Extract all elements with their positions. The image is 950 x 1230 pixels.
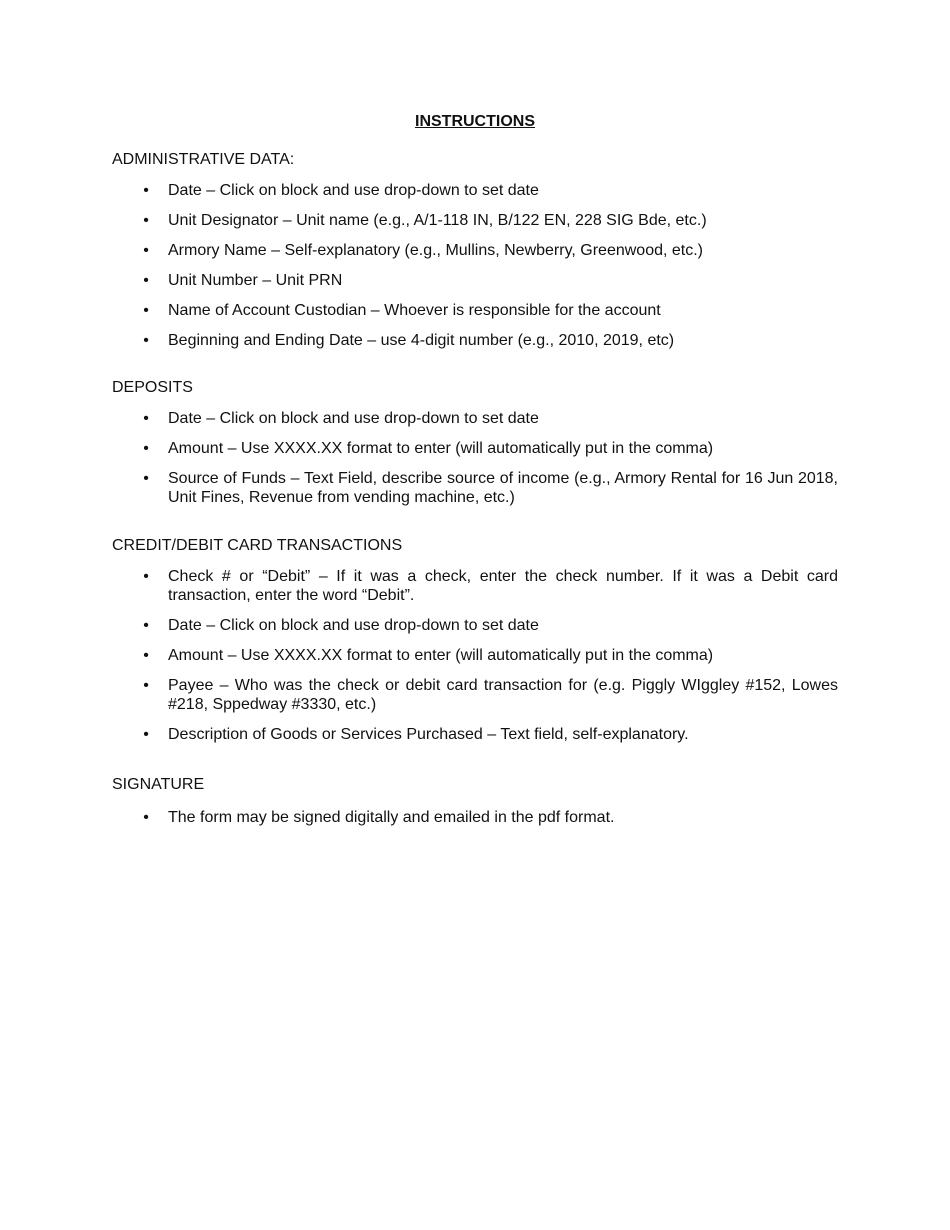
bullet-icon: •: [143, 242, 149, 259]
bullet-icon: •: [143, 809, 149, 826]
section-administrative-data: [112, 150, 838, 361]
list-item-text: Source of Funds – Text Field, describe source of income (e.g., Armory Rental for 16 Jun 2018, Unit Fines, Revenue from vending machine, etc.): [168, 470, 838, 506]
list-item: [112, 616, 838, 635]
list-item: [112, 676, 838, 714]
bullet-icon: •: [143, 212, 149, 229]
bullet-icon: •: [143, 440, 149, 457]
bullet-icon: •: [143, 410, 149, 427]
section-signature: [112, 775, 838, 827]
bullet-icon: •: [143, 568, 149, 585]
bullet-icon: •: [143, 677, 149, 694]
list-item-text: Amount – Use XXXX.XX format to enter (will automatically put in the comma): [168, 440, 714, 457]
list-item-text: Armory Name – Self-explanatory (e.g., Mullins, Newberry, Greenwood, etc.): [168, 242, 704, 259]
bullet-icon: •: [143, 470, 149, 487]
list-item: [112, 469, 838, 507]
list-item: [112, 301, 838, 320]
list-item: [112, 725, 838, 744]
list-item-text: Date – Click on block and use drop-down to set date: [168, 410, 539, 427]
bullet-icon: •: [143, 332, 149, 349]
bullet-icon: •: [143, 302, 149, 319]
list-item-text: The form may be signed digitally and emailed in the pdf format.: [168, 809, 615, 826]
list-item-text: Amount – Use XXXX.XX format to enter (will automatically put in the comma): [168, 647, 714, 664]
list-item: [112, 567, 838, 605]
list-item: [112, 331, 838, 350]
list-item-text: Unit Designator – Unit name (e.g., A/1-118 IN, B/122 EN, 228 SIG Bde, etc.): [168, 212, 707, 229]
list-item: [112, 646, 838, 665]
list-item: [112, 211, 838, 230]
section-credit-debit-transactions: [112, 536, 838, 755]
list-item: [112, 241, 838, 260]
bullet-icon: •: [143, 726, 149, 743]
section-heading: SIGNATURE: [112, 776, 205, 793]
list-item-text: Payee – Who was the check or debit card transaction for (e.g. Piggly WIggley #152, Lowes #218, Sppedway #3330, etc.): [168, 677, 838, 713]
section-heading: DEPOSITS: [112, 379, 193, 396]
bullet-icon: •: [143, 647, 149, 664]
bullet-icon: •: [143, 182, 149, 199]
section-heading: CREDIT/DEBIT CARD TRANSACTIONS: [112, 537, 403, 554]
list-item-text: Beginning and Ending Date – use 4-digit number (e.g., 2010, 2019, etc): [168, 332, 675, 349]
list-item: [112, 271, 838, 290]
section-deposits: [112, 378, 838, 518]
list-item: [112, 409, 838, 428]
list-item-text: Check # or “Debit” – If it was a check, enter the check number. If it was a Debit card transaction, enter the word “Debit”.: [168, 568, 838, 604]
bullet-list: [112, 808, 838, 827]
page-title: INSTRUCTIONS: [415, 113, 535, 130]
bullet-list: [112, 181, 838, 350]
list-item: [112, 181, 838, 200]
section-heading: ADMINISTRATIVE DATA:: [112, 151, 295, 168]
list-item-text: Date – Click on block and use drop-down to set date: [168, 182, 539, 199]
list-item-text: Date – Click on block and use drop-down to set date: [168, 617, 539, 634]
list-item: [112, 808, 838, 827]
bullet-list: [112, 409, 838, 507]
list-item-text: Description of Goods or Services Purchased – Text field, self-explanatory.: [168, 726, 689, 743]
bullet-list: [112, 567, 838, 744]
bullet-icon: •: [143, 272, 149, 289]
list-item-text: Name of Account Custodian – Whoever is responsible for the account: [168, 302, 661, 319]
list-item-text: Unit Number – Unit PRN: [168, 272, 343, 289]
list-item: [112, 439, 838, 458]
bullet-icon: •: [143, 617, 149, 634]
